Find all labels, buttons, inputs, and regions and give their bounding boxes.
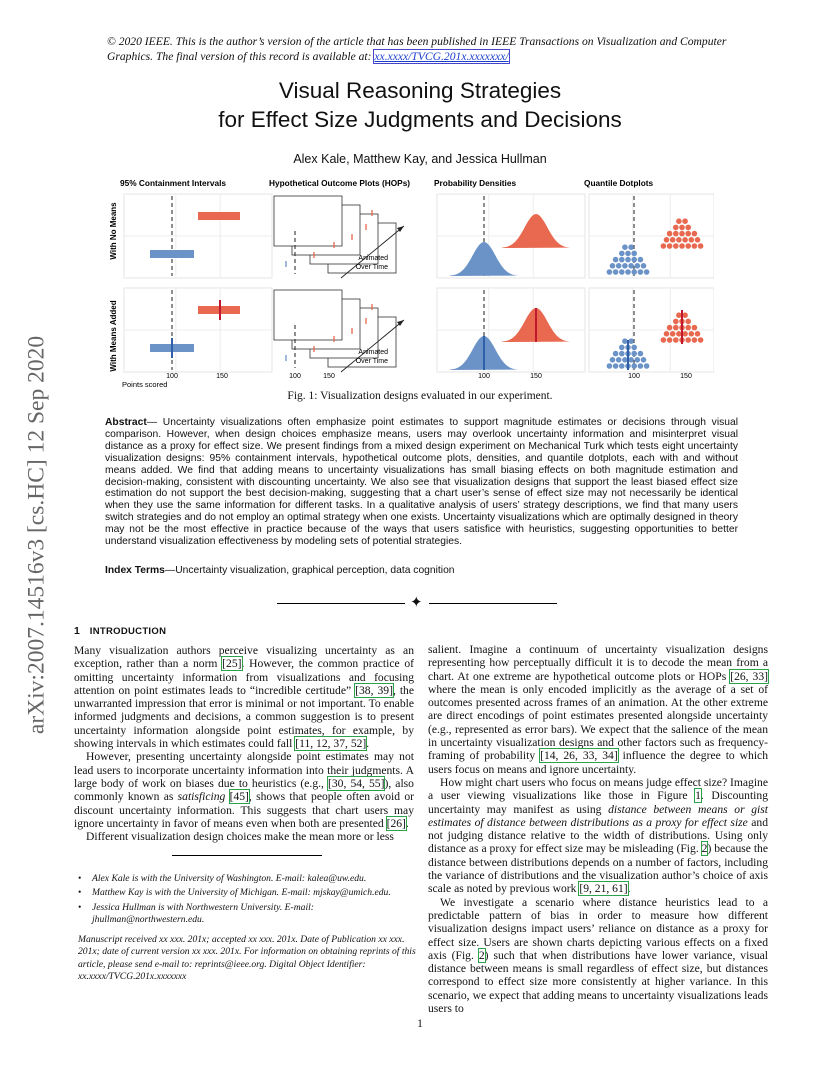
footnotes	[78, 873, 418, 983]
figure-link[interactable]: 2	[701, 842, 708, 856]
authors: Alex Kale, Matthew Kay, and Jessica Hullman	[293, 152, 547, 166]
body-right-column	[428, 643, 768, 1015]
quantile-dot	[692, 231, 698, 237]
quantile-dot	[670, 237, 676, 243]
interval-bar	[198, 212, 240, 220]
quantile-dot	[607, 269, 613, 275]
quantile-dot	[670, 331, 676, 337]
quantile-dot	[641, 357, 647, 363]
quantile-dot	[644, 269, 650, 275]
tick-label: 150	[530, 373, 542, 380]
animated-label: Animated	[358, 255, 388, 262]
citation-link[interactable]: [14, 26, 33, 34]	[540, 749, 618, 763]
copyright-notice: © 2020 IEEE. This is the author’s version of the article that has been published in IEEE Transactions on Visualization and Computer Graphics. The final version of this record is available at: xx.xxxx/TVCG.201x.xxxxxxx/	[107, 35, 727, 63]
quantile-dot	[638, 351, 644, 357]
quantile-dot	[676, 237, 682, 243]
quantile-dot	[625, 269, 631, 275]
quantile-dot	[628, 357, 634, 363]
quantile-dot	[638, 269, 644, 275]
citation-link[interactable]: [11, 12, 37, 52]	[295, 737, 367, 751]
animated-label: Over Time	[355, 264, 388, 271]
quantile-dot	[619, 269, 625, 275]
quantile-dot	[638, 363, 644, 369]
quantile-dot	[698, 243, 704, 249]
quantile-dot	[628, 338, 634, 344]
row-label: With No Means	[109, 202, 118, 260]
interval-bar	[150, 250, 194, 258]
quantile-dot	[616, 357, 622, 363]
quantile-dot	[631, 257, 637, 263]
quantile-dot	[619, 351, 625, 357]
quantile-dot	[625, 257, 631, 263]
tick-label: 150	[216, 373, 228, 380]
quantile-dot	[679, 231, 685, 237]
figure-caption: Fig. 1: Visualization designs evaluated in our experiment.	[287, 390, 553, 402]
quantile-dot	[622, 244, 628, 250]
quantile-dot	[610, 357, 616, 363]
paragraph: How might chart users who focus on means judge effect size? Imagine a user viewing visualizations like those in Figure 1. Discounting uncertainty may manifest as using distance between means or gist estimates of distance between distributions as a proxy for effect size and not judging distance relative to the width of distributions. Using only distance as a proxy for effect size may be misleading (Fig. 2) because the distance between distributions depends on a number of factors, including the variance of distributions and the visualization author’s choice of axis scale as noted by previous work [9, 21, 61].	[428, 775, 768, 896]
quantile-dot	[667, 231, 673, 237]
tick-label: 150	[323, 373, 335, 380]
citation-link[interactable]: [30, 54, 55]	[328, 776, 385, 790]
tick-label: 100	[478, 373, 490, 380]
citation-link[interactable]: [38, 39]	[355, 683, 393, 697]
citation-link[interactable]: [45]	[229, 790, 249, 804]
quantile-dot	[641, 263, 647, 269]
quantile-dot	[682, 218, 688, 224]
paragraph: Many visualization authors perceive visualizing uncertainty as an exception, rather than a norm [25]. However, the common practice of omitting uncertainty information from visualizations and focusing attention on point estimates leads to “incredible certitude” [38, 39], the unwarranted impression that error is minimal or not important. To enable informed judgments and decisions, a common suggestion is to present uncertainty information alongside point estimates, for example, by showing intervals in which estimates could fall [11, 12, 37, 52].	[74, 644, 414, 751]
quantile-dot	[667, 337, 673, 343]
quantile-dot	[613, 269, 619, 275]
body-left-column	[74, 644, 414, 843]
footnote-rule	[172, 855, 322, 856]
arxiv-sidebar	[22, 300, 52, 770]
row-label: With Means Added	[109, 300, 118, 372]
quantile-dot	[628, 244, 634, 250]
quantile-dot	[689, 237, 695, 243]
figure-link[interactable]: 2	[478, 948, 485, 962]
quantile-dot	[622, 263, 628, 269]
quantile-dot	[664, 331, 670, 337]
tick-label: 100	[166, 373, 178, 380]
quantile-dot	[664, 237, 670, 243]
quantile-dot	[673, 225, 679, 231]
quantile-dot	[638, 257, 644, 263]
footnote-item: • Jessica Hullman is with Northwestern University. E-mail: jhullman@northwestern.edu.	[78, 902, 418, 927]
quantile-dot	[673, 325, 679, 331]
quantile-dot	[685, 337, 691, 343]
quantile-dot	[685, 319, 691, 325]
quantile-dot	[635, 357, 641, 363]
quantile-dot	[619, 257, 625, 263]
tick-label: 100	[289, 373, 301, 380]
quantile-dot	[613, 257, 619, 263]
index-terms	[105, 565, 738, 576]
quantile-dot	[631, 345, 637, 351]
quantile-dot	[622, 338, 628, 344]
paper-title	[0, 76, 828, 134]
footnote-item: • Matthew Kay is with the University of Michigan. E-mail: mjskay@umich.edu.	[78, 887, 418, 899]
quantile-dot	[631, 269, 637, 275]
section-divider	[277, 595, 557, 611]
quantile-dot	[673, 243, 679, 249]
quantile-dot	[661, 337, 667, 343]
panel-title: Probability Densities	[434, 178, 517, 188]
quantile-dot	[631, 351, 637, 357]
index-terms-text: —Uncertainty visualization, graphical perception, data cognition	[164, 565, 455, 576]
paragraph: salient. Imagine a continuum of uncertainty visualization designs representing how perceptually difficult it is to decode the mean from a chart. At one extreme are hypothetical outcome plots or HOPs [26, 33] where the mean is only encoded implicitly as the average of a set of outcomes presented across frames of an animation. At the other extreme are direct encodings of point estimates presented alongside uncertainty (e.g., represented as error bars). We expect that the salience of the mean in uncertainty visualization designs and other factors such as frequency-framing of probability [14, 26, 33, 34] influence the degree to which users focus on means and ignore uncertainty.	[428, 643, 768, 776]
quantile-dot	[673, 231, 679, 237]
panel-title: 95% Containment Intervals	[120, 178, 227, 188]
citation-link[interactable]: [26, 33]	[730, 669, 768, 683]
quantile-dot	[667, 325, 673, 331]
quantile-dot	[613, 351, 619, 357]
title-line-1: Visual Reasoning Strategies	[278, 78, 562, 103]
quantile-dot	[619, 251, 625, 257]
manuscript-note: Manuscript received xx xxx. 201x; accepted xx xxx. 201x. Date of Publication xx xxx. 201x; date of current version xx xxx. 201x. For information on obtaining reprints of this article, please send e-mail to: reprints@ieee.org. Digital Object Identifier: xx.xxxx/TVCG.201x.xxxxxxx	[78, 934, 416, 983]
quantile-dot	[673, 337, 679, 343]
quantile-dot	[667, 243, 673, 249]
citation-link[interactable]: [26]	[386, 816, 406, 830]
quantile-dot	[685, 243, 691, 249]
quantile-dot	[676, 218, 682, 224]
abstract	[105, 417, 738, 548]
animated-label: Over Time	[355, 358, 388, 365]
quantile-dot	[631, 251, 637, 257]
tick-label: 150	[680, 373, 692, 380]
quantile-dot	[661, 243, 667, 249]
quantile-dot	[692, 325, 698, 331]
quantile-dot	[685, 325, 691, 331]
quantile-dot	[622, 357, 628, 363]
page-number: 1	[417, 1018, 423, 1030]
quantile-dot	[644, 363, 650, 369]
hop-frame	[274, 290, 342, 340]
diamond-icon: ✦	[410, 595, 423, 611]
quantile-dot	[673, 319, 679, 325]
quantile-dot	[682, 312, 688, 318]
paragraph: Different visualization design choices make the mean more or less	[86, 830, 394, 844]
quantile-dot	[682, 237, 688, 243]
quantile-dot	[698, 337, 704, 343]
quantile-dot	[679, 225, 685, 231]
paragraph: However, presenting uncertainty alongside point estimates may not lead users to incorporate uncertainty information into their judgments. A large body of work on biases due to heuristics (e.g., [30, 54, 55]), also commonly known as satisficing [45], shows that people often avoid or discount uncertainty information. This suggests that chart users may ignore uncertainty in favor of means even when both are presented [26].	[74, 750, 414, 830]
quantile-dot	[616, 263, 622, 269]
quantile-dot	[676, 331, 682, 337]
paragraph: We investigate a scenario where distance heuristics lead to a predictable pattern of bias in order to measure how different visualization designs impact users’ reliance on distance as a proxy for effect size. Users are shown charts depicting various effects on a fixed axis (Fig. 2) such that when distributions have lower variance, visual distance between means is small regardless of effect size, but distances correspond to effect size more consistently at higher variance. In this scenario, we expect that adding means to uncertainty visualizations leads users to	[428, 895, 769, 1016]
panel-title: Quantile Dotplots	[584, 178, 654, 188]
quantile-dot	[692, 337, 698, 343]
quantile-dot	[619, 363, 625, 369]
tick-label: 100	[628, 373, 640, 380]
quantile-dot	[682, 331, 688, 337]
quantile-dot	[685, 225, 691, 231]
arxiv-id: arXiv:2007.14516v3 [cs.HC] 12 Sep 2020	[23, 335, 50, 735]
title-line-2: for Effect Size Judgments and Decisions	[218, 107, 622, 132]
figure-1	[104, 176, 714, 388]
quantile-dot	[679, 243, 685, 249]
quantile-dot	[625, 251, 631, 257]
footnote-item: • Alex Kale is with the University of Washington. E-mail: kalea@uw.edu.	[78, 873, 418, 885]
citation-link[interactable]: [25]	[222, 657, 242, 671]
panel-title: Hypothetical Outcome Plots (HOPs)	[269, 178, 411, 188]
quantile-dot	[695, 237, 701, 243]
quantile-dot	[619, 345, 625, 351]
quantile-dot	[689, 331, 695, 337]
animated-label: Animated	[358, 349, 388, 356]
quantile-dot	[695, 331, 701, 337]
quantile-dot	[631, 363, 637, 369]
doi-link[interactable]: xx.xxxx/TVCG.201x.xxxxxxx/	[374, 50, 509, 63]
index-terms-label: Index Terms	[105, 565, 165, 576]
axis-label: Points scored	[122, 380, 168, 388]
figure-link[interactable]: 1	[695, 789, 701, 803]
quantile-dot	[676, 312, 682, 318]
quantile-dot	[610, 263, 616, 269]
abstract-label: Abstract	[105, 417, 147, 428]
quantile-dot	[628, 263, 634, 269]
quantile-dot	[607, 363, 613, 369]
citation-link[interactable]: [9, 21, 61]	[579, 882, 628, 896]
quantile-dot	[613, 363, 619, 369]
abstract-text: — Uncertainty visualizations often emphasize point estimates to support magnitude estimates or decisions through visual comparison. However, when design choices emphasize means, users may overlook uncertainty information and misinterpret visual distance as a proxy for effect size. We present findings from a mixed design experiment on Mechanical Turk which tests eight uncertainty visualization designs: 95% containment intervals, hypothetical outcome plots, densities, and quantile dotplots, each with and without means added. We find that adding means to uncertainty visualizations has small biasing effects on both magnitude estimation and decision-making, consistent with discounting uncertainty. We also see that visualization designs that support the least biased effect size estimation do not support the best decision-making, suggesting that a chart user’s sense of effect size may not necessarily be identical when they use the same information for different tasks. In a qualitative analysis of users’ strategy descriptions, we find that many users switch strategies and do not employ an optimal strategy when one exists. Uncertainty visualizations which are optimally designed in theory may not be the most effective in practice because of the ways that users satisfice with heuristics, suggesting opportunities to better understand visualization effectiveness by modeling sets of potential strategies.	[105, 417, 738, 548]
section-heading: 1 INTRODUCTION	[74, 625, 167, 637]
quantile-dot	[635, 263, 641, 269]
quantile-dot	[692, 243, 698, 249]
hop-frame	[274, 196, 342, 246]
quantile-dot	[685, 231, 691, 237]
